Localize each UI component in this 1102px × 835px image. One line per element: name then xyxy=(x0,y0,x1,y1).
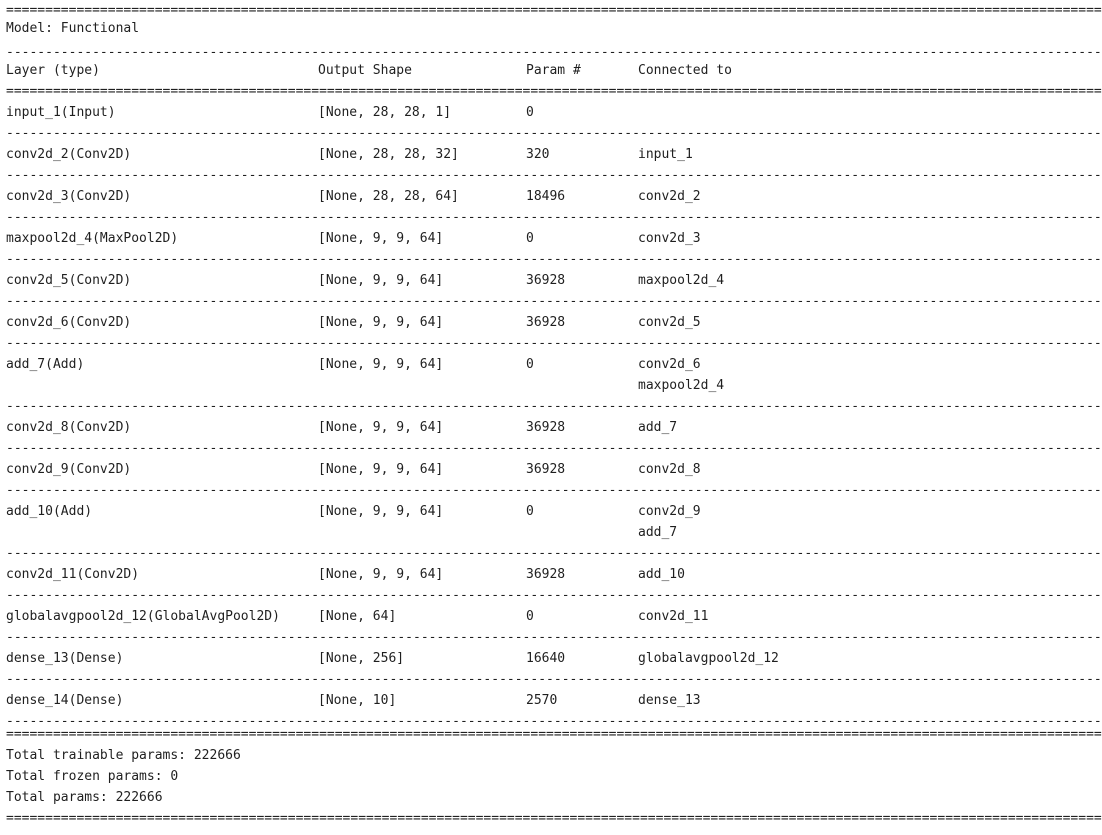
total-frozen-params: Total frozen params: 0 xyxy=(6,769,179,784)
output-shape-cell: [None, 28, 28, 64] xyxy=(318,189,459,204)
connected-to-cell: conv2d_2 xyxy=(638,189,701,204)
connected-to-cell: dense_13 xyxy=(638,693,701,708)
connected-to-cell: maxpool2d_4 xyxy=(638,378,725,393)
connected-to-cell: conv2d_9 xyxy=(638,504,701,519)
header-param-count: Param # xyxy=(526,63,581,78)
single-separator-row: -------------------------------------------------------------------------------------------------------------------------------------------- xyxy=(6,546,1102,561)
param-count-cell: 36928 xyxy=(526,420,566,435)
connected-to-cell: input_1 xyxy=(638,147,693,162)
single-separator-header-top: -------------------------------------------------------------------------------------------------------------------------------------------- xyxy=(6,45,1102,60)
output-shape-cell: [None, 9, 9, 64] xyxy=(318,567,444,582)
single-separator-row: -------------------------------------------------------------------------------------------------------------------------------------------- xyxy=(6,399,1102,414)
layer-name-cell: maxpool2d_4(MaxPool2D) xyxy=(6,231,179,246)
connected-to-cell: conv2d_11 xyxy=(638,609,709,624)
double-separator-header-bottom: ============================================================================================================================================ xyxy=(6,84,1102,99)
single-separator-row: -------------------------------------------------------------------------------------------------------------------------------------------- xyxy=(6,126,1102,141)
param-count-cell: 36928 xyxy=(526,273,566,288)
single-separator-row: -------------------------------------------------------------------------------------------------------------------------------------------- xyxy=(6,630,1102,645)
layer-name-cell: conv2d_8(Conv2D) xyxy=(6,420,132,435)
output-shape-cell: [None, 9, 9, 64] xyxy=(318,315,444,330)
single-separator-row: -------------------------------------------------------------------------------------------------------------------------------------------- xyxy=(6,168,1102,183)
param-count-cell: 36928 xyxy=(526,315,566,330)
single-separator-row: -------------------------------------------------------------------------------------------------------------------------------------------- xyxy=(6,483,1102,498)
double-separator-top: ============================================================================================================================================ xyxy=(6,3,1102,18)
model-name-line: Model: Functional xyxy=(6,21,140,36)
output-shape-cell: [None, 9, 9, 64] xyxy=(318,273,444,288)
output-shape-cell: [None, 64] xyxy=(318,609,397,624)
layer-name-cell: conv2d_6(Conv2D) xyxy=(6,315,132,330)
single-separator-row: -------------------------------------------------------------------------------------------------------------------------------------------- xyxy=(6,672,1102,687)
single-separator-row: -------------------------------------------------------------------------------------------------------------------------------------------- xyxy=(6,588,1102,603)
double-separator-bottom: ============================================================================================================================================ xyxy=(6,811,1102,826)
layer-name-cell: conv2d_3(Conv2D) xyxy=(6,189,132,204)
output-shape-cell: [None, 9, 9, 64] xyxy=(318,357,444,372)
output-shape-cell: [None, 10] xyxy=(318,693,397,708)
param-count-cell: 0 xyxy=(526,609,534,624)
layer-name-cell: dense_14(Dense) xyxy=(6,693,124,708)
layer-name-cell: globalavgpool2d_12(GlobalAvgPool2D) xyxy=(6,609,280,624)
layer-name-cell: conv2d_9(Conv2D) xyxy=(6,462,132,477)
single-separator-table-bottom: -------------------------------------------------------------------------------------------------------------------------------------------- xyxy=(6,714,1102,729)
param-count-cell: 2570 xyxy=(526,693,558,708)
connected-to-cell: conv2d_6 xyxy=(638,357,701,372)
output-shape-cell: [None, 256] xyxy=(318,651,405,666)
header-connected-to: Connected to xyxy=(638,63,732,78)
single-separator-row: -------------------------------------------------------------------------------------------------------------------------------------------- xyxy=(6,252,1102,267)
total-trainable-params: Total trainable params: 222666 xyxy=(6,748,241,763)
layer-name-cell: add_7(Add) xyxy=(6,357,85,372)
layer-name-cell: conv2d_11(Conv2D) xyxy=(6,567,140,582)
single-separator-row: -------------------------------------------------------------------------------------------------------------------------------------------- xyxy=(6,441,1102,456)
layer-name-cell: add_10(Add) xyxy=(6,504,93,519)
param-count-cell: 18496 xyxy=(526,189,566,204)
header-output-shape: Output Shape xyxy=(318,63,412,78)
layer-name-cell: conv2d_5(Conv2D) xyxy=(6,273,132,288)
output-shape-cell: [None, 9, 9, 64] xyxy=(318,420,444,435)
connected-to-cell: maxpool2d_4 xyxy=(638,273,725,288)
param-count-cell: 16640 xyxy=(526,651,566,666)
param-count-cell: 0 xyxy=(526,231,534,246)
connected-to-cell: add_10 xyxy=(638,567,685,582)
connected-to-cell: add_7 xyxy=(638,420,678,435)
connected-to-cell: globalavgpool2d_12 xyxy=(638,651,779,666)
connected-to-cell: conv2d_8 xyxy=(638,462,701,477)
connected-to-cell: add_7 xyxy=(638,525,678,540)
param-count-cell: 36928 xyxy=(526,567,566,582)
param-count-cell: 320 xyxy=(526,147,550,162)
param-count-cell: 36928 xyxy=(526,462,566,477)
param-count-cell: 0 xyxy=(526,105,534,120)
single-separator-row: -------------------------------------------------------------------------------------------------------------------------------------------- xyxy=(6,210,1102,225)
layer-name-cell: conv2d_2(Conv2D) xyxy=(6,147,132,162)
single-separator-row: -------------------------------------------------------------------------------------------------------------------------------------------- xyxy=(6,294,1102,309)
layer-name-cell: dense_13(Dense) xyxy=(6,651,124,666)
output-shape-cell: [None, 9, 9, 64] xyxy=(318,462,444,477)
output-shape-cell: [None, 9, 9, 64] xyxy=(318,504,444,519)
total-params: Total params: 222666 xyxy=(6,790,163,805)
single-separator-row: -------------------------------------------------------------------------------------------------------------------------------------------- xyxy=(6,336,1102,351)
output-shape-cell: [None, 9, 9, 64] xyxy=(318,231,444,246)
param-count-cell: 0 xyxy=(526,357,534,372)
param-count-cell: 0 xyxy=(526,504,534,519)
header-layer-type: Layer (type) xyxy=(6,63,100,78)
output-shape-cell: [None, 28, 28, 1] xyxy=(318,105,452,120)
double-separator-totals-top: ============================================================================================================================================ xyxy=(6,727,1102,742)
connected-to-cell: conv2d_3 xyxy=(638,231,701,246)
connected-to-cell: conv2d_5 xyxy=(638,315,701,330)
output-shape-cell: [None, 28, 28, 32] xyxy=(318,147,459,162)
layer-name-cell: input_1(Input) xyxy=(6,105,116,120)
